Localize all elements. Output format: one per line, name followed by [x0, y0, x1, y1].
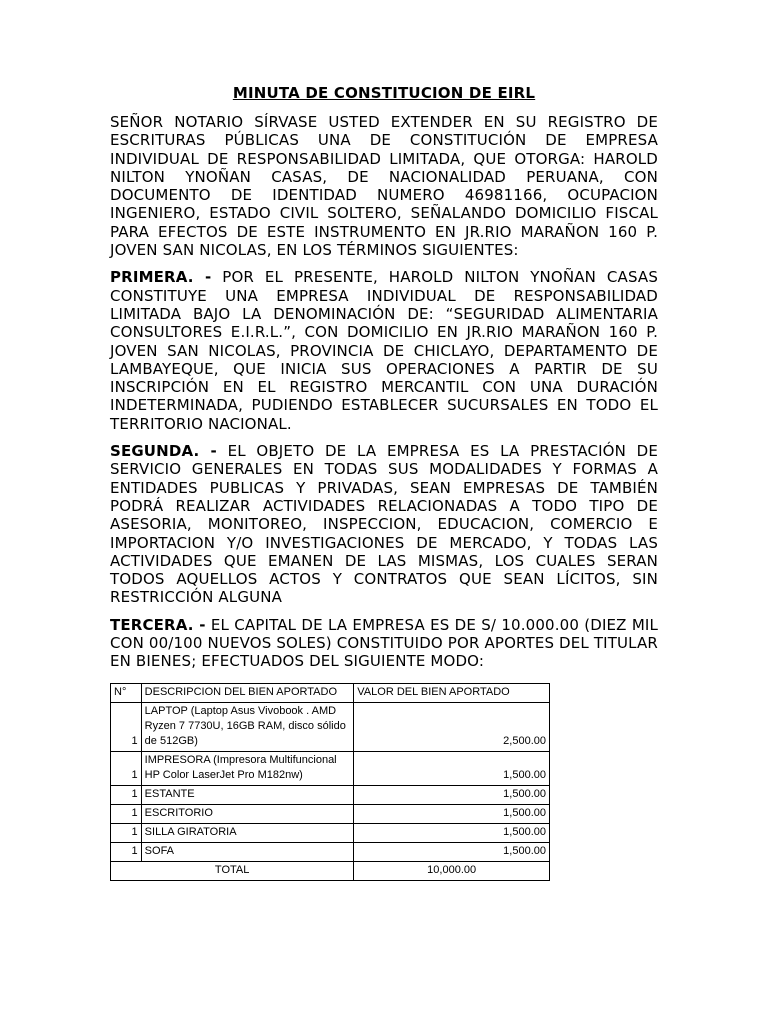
clause-segunda — [110, 442, 658, 607]
row-description: IMPRESORA (Impresora Multifuncional HP Color LaserJet Pro M182nw) — [141, 751, 354, 785]
clause-text: POR EL PRESENTE, HAROLD NILTON YNOÑAN CASAS CONSTITUYE UNA EMPRESA INDIVIDUAL DE RESPONSABILIDAD LIMITADA BAJO LA DENOMINACIÓN DE: “SEGURIDAD ALIMENTARIA CONSULTORES E.I.R.L.”, CON DOMICILIO EN JR.RIO MARAÑON 160 P. JOVEN SAN NICOLAS, PROVINCIA DE CHICLAYO, DEPARTAMENTO DE LAMBAYEQUE, QUE INICIA SUS OPERACIONES A PARTIR DE SU INSCRIPCIÓN EN EL REGISTRO MERCANTIL CON UNA DURACIÓN INDETERMINADA, PUDIENDO ESTABLECER SUCURSALES EN TODO EL TERRITORIO NACIONAL. — [110, 268, 658, 433]
row-number: 1 — [111, 751, 142, 785]
table-row — [111, 842, 550, 861]
clause-heading: TERCERA. - — [110, 615, 206, 634]
table-row — [111, 785, 550, 804]
header-value: VALOR DEL BIEN APORTADO — [354, 683, 550, 702]
row-description: SILLA GIRATORIA — [141, 823, 354, 842]
total-label: TOTAL — [111, 861, 354, 880]
clause-heading: SEGUNDA. - — [110, 442, 217, 461]
document-page — [110, 84, 658, 881]
row-description: LAPTOP (Laptop Asus Vivobook . AMD Ryzen 7 7730U, 16GB RAM, disco sólido de 512GB) — [141, 702, 354, 751]
total-value: 10,000.00 — [354, 861, 550, 880]
row-number: 1 — [111, 804, 142, 823]
row-number: 1 — [111, 842, 142, 861]
table-row — [111, 804, 550, 823]
row-value: 1,500.00 — [354, 804, 550, 823]
clause-heading: PRIMERA. - — [110, 268, 212, 287]
row-description: ESTANTE — [141, 785, 354, 804]
row-value: 1,500.00 — [354, 823, 550, 842]
row-value: 1,500.00 — [354, 785, 550, 804]
row-value: 2,500.00 — [354, 702, 550, 751]
table-row — [111, 751, 550, 785]
row-number: 1 — [111, 823, 142, 842]
intro-paragraph: SEÑOR NOTARIO SÍRVASE USTED EXTENDER EN SU REGISTRO DE ESCRITURAS PÚBLICAS UNA DE CONSTITUCIÓN DE EMPRESA INDIVIDUAL DE RESPONSABILIDAD LIMITADA, QUE OTORGA: HAROLD NILTON YNOÑAN CASAS, DE NACIONALIDAD PERUANA, CON DOCUMENTO DE IDENTIDAD NUMERO 46981166, OCUPACION INGENIERO, ESTADO CIVIL SOLTERO, SEÑALANDO DOMICILIO FISCAL PARA EFECTOS DE ESTE INSTRUMENTO EN JR.RIO MARAÑON 160 P. JOVEN SAN NICOLAS, EN LOS TÉRMINOS SIGUIENTES: — [110, 113, 658, 260]
table-total-row — [111, 861, 550, 880]
row-number: 1 — [111, 785, 142, 804]
clause-text: EL CAPITAL DE LA EMPRESA ES DE S/ 10.000.00 (DIEZ MIL CON 00/100 NUEVOS SOLES) CONSTITUIDO POR APORTES DEL TITULAR EN BIENES; EFECTUADOS DEL SIGUIENTE MODO: — [110, 615, 658, 671]
table-header-row — [111, 683, 550, 702]
row-value: 1,500.00 — [354, 842, 550, 861]
contributed-goods-table — [110, 683, 550, 881]
row-value: 1,500.00 — [354, 751, 550, 785]
header-description: DESCRIPCION DEL BIEN APORTADO — [141, 683, 354, 702]
document-title: MINUTA DE CONSTITUCION DE EIRL — [232, 84, 536, 102]
header-number: N° — [111, 683, 142, 702]
row-description: ESCRITORIO — [141, 804, 354, 823]
clause-primera — [110, 268, 658, 433]
row-description: SOFA — [141, 842, 354, 861]
table-row — [111, 702, 550, 751]
row-number: 1 — [111, 702, 142, 751]
table-row — [111, 823, 550, 842]
clause-tercera — [110, 616, 658, 671]
clause-text: EL OBJETO DE LA EMPRESA ES LA PRESTACIÓN DE SERVICIO GENERALES EN TODAS SUS MODALIDADES Y FORMAS A ENTIDADES PUBLICAS Y PRIVADAS, SEAN EMPRESAS DE TAMBIÉN PODRÁ REALIZAR ACTIVIDADES RELACIONADAS A TODO TIPO DE ASESORIA, MONITOREO, INSPECCION, EDUCACION, COMERCIO E IMPORTACION Y/O INVESTIGACIONES DE MERCADO, Y TODAS LAS ACTIVIDADES QUE EMANEN DE LAS MISMAS, LOS CUALES SERAN TODOS AQUELLOS ACTOS Y CONTRATOS QUE SEAN LÍCITOS, SIN RESTRICCIÓN ALGUNA — [110, 442, 658, 607]
